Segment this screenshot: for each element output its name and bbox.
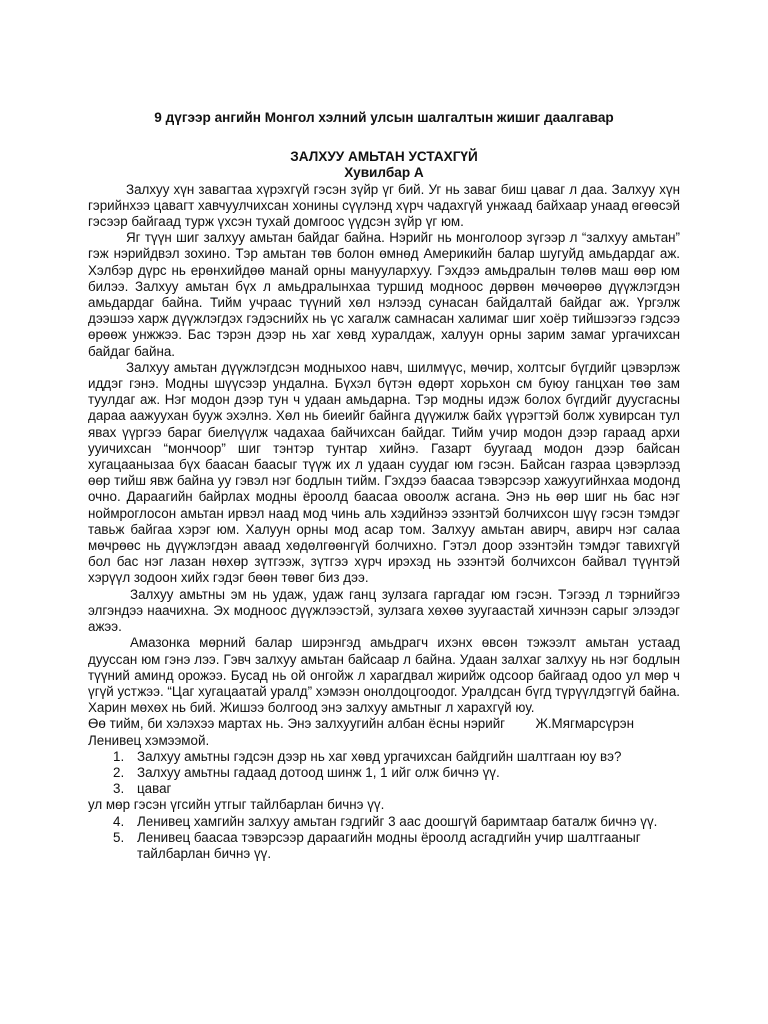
question-text: Залхуу амьтны гэдсэн дээр нь хаг хөвд ургачихсан байдгийн шалтгаан юу вэ?: [137, 748, 622, 764]
paragraph-4: Залхуу амьтны эм нь удаж, удаж ганц зулзага гаргадаг юм гэсэн. Тэгээд л тэрнийгээ элгэндээ наачихна. Эх модноос дүүжлээстэй, зулзага хөхөө зуугаастай хичнээн сарыг элээдэг ажээ.: [88, 586, 680, 635]
question-item: [88, 749, 680, 765]
question-item: [88, 814, 680, 830]
question-number: 4.: [113, 813, 125, 829]
questions-list-1: [88, 749, 680, 798]
paragraph-5: Амазонка мөрний балар ширэнгэд амьдрагч ихэнх өвсөн тэжээлт амьтан устаад дууссан юм гэнэ лээ. Гэвч залхуу амьтан байсаар л байна. Удаан залхаг залхуу нь нэг бодлын түүний аминд орожээ. Бусад нь ой онгойж л харагдвал жирийж одсоор байгаад одоо ул мөр ч үгүй устжээ. “Цаг хугацаатай уралд” хэмээн онолдоцгоодог. Уралдсан бүгд түрүүлдэггүй байна. Харин мөхөх нь бий. Жишээ болгоод энэ залхуу амьтныг л харахгүй юу.: [88, 635, 680, 716]
variant-label: Хувилбар А: [344, 165, 424, 181]
question-item: [88, 830, 680, 862]
question-item: [88, 781, 680, 797]
question-number: 1.: [113, 748, 125, 764]
question-number: 3.: [113, 781, 125, 797]
paragraph-1: Залхуу хүн завагтаа хүрэхгүй гэсэн зүйр үг бий. Уг нь заваг биш цаваг л даа. Залхуу хүн гэрийнхээ цавагт хавчуулчихсан хонины сүүлэнд хүрч чадахгүй унжаад байхаар унаад өгөөсэй гэсээр байгаад турж үхсэн тухай домгоос үүдсэн зүйр үг юм.: [88, 181, 680, 230]
question-number: 5.: [113, 829, 125, 845]
exam-header: 9 дүгээр ангийн Монгол хэлний улсын шалгалтын жишиг даалгавар: [154, 110, 614, 125]
question-number: 2.: [113, 764, 125, 780]
story-title: ЗАЛХУУ АМЬТАН УСТАХГҮЙ: [290, 149, 478, 165]
closing-line: [88, 716, 680, 748]
paragraph-2: Яг түүн шиг залхуу амьтан байдаг байна. Нэрийг нь монголоор зүгээр л “залхуу амьтан” гэж нэрийдвэл зохино. Тэр амьтан төв болон өмнөд Америкийн балар шугуйд амьдардаг аж. Хэлбэр дүрс нь ерөнхийдөө манай орны мануулархуу. Гэхдээ амьдралын төлөв маш өөр юм билээ. Залхуу амьтан бүх л амьдралынхаа туршид модноос дөрвөн мөчөөрөө дүүжлэгдэн амьдардаг байна. Тийм учраас түүний хөл нэлээд сунасан байдалтай байдаг аж. Үргэлж дээшээ харж дүүжлэгдэх гэдэснийх нь үс хагалж самнасан халимаг шиг хоёр тийшээгээ гэдсээ өрөөж унжжээ. Бас тэрэн дээр нь хаг хөвд хуралдаж, халуун орны зарим замаг ургачихсан байдаг байна.: [88, 230, 680, 359]
question-text: Ленивец баасаа тэвэрсээр дараагийн модны ёроолд асгадгийн учир шалтгааныг тайлбарлан бичнэ үү.: [137, 829, 641, 861]
questions-list-2: [88, 814, 680, 863]
story-body: [88, 182, 680, 749]
paragraph-3: Залхуу амьтан дүүжлэгдсэн модныхоо навч, шилмүүс, мөчир, холтсыг бүгдийг цэвэрлэж иддэг гэнэ. Модны шүүсээр ундална. Бүхэл бүтэн өдөрт хорьхон см буюу ганцхан төө зам туулдаг аж. Нэг модон дээр тун ч удаан амьдарна. Тэр модны идэж болох бүгдийг дуусгасны дараа аажуухан бууж эхэлнэ. Хөл нь биеийг байнга дүүжилж байх үүрэгтэй болж хувирсан тул явах үүргээ бараг биелүүлж чадахаа байчихсан байдаг. Тийм учир модон дээр гараад архи ууичихсан “мончоор” шиг тэнтэр тунтар хийнэ. Газарт буугаад модон дээр байсан хугацаанызаа бүх баасан баасыг түүж их л удаан суудаг юм гэсэн. Байсан газраа цэвэрлээд өөр тийш явж байна уу гэвэл нэг бодлын тийм. Гэхдээ баасаа тэвэрсээр хажуугийнхаа модонд очно. Дараагийн байрлах модны ёроолд баасаа овоолж асгана. Энэ нь өөр шиг нь бас нэг ноймроглосон амьтан ирвэл наад мод чинь аль хэдийнээ эзэнтэй болчихсон шүү гэсэн тэмдэг тавьж байгаа хэрэг юм. Халуун орны мод асар том. Залхуу амьтан авирч, авирч нэг салаа мөчрөөс нь дүүжлэгдэн аваад хөдөлгөөнгүй болчихно. Гэтэл доор эзэнтэйн тэмдэг тавихгүй бол бас нэг лазан нөхөр зүтгээж, зүтгээ хүрч ирэхэд нь эзэнтэй болчихсон байвал түүнтэй хэрүүл зодоон хийх гэдэг бөөн төвөг биз дээ.: [88, 359, 680, 586]
question-text: Ленивец хамгийн залхуу амьтан гэдгийг 3 аас доошгүй баримтаар баталж бичнэ үү.: [137, 813, 658, 829]
question-3-note: ул мөр гэсэн үгсийн утгыг тайлбарлан бичнэ үү.: [88, 797, 385, 813]
question-text: Залхуу амьтны гадаад дотоод шинж 1, 1 ийг олж бичнэ үү.: [137, 764, 500, 780]
author-name: Ж.Мягмарсүрэн: [535, 716, 634, 732]
paragraph-6: Өө тийм, би хэлэхээ мартах нь. Энэ залхуугийн албан ёсны нэрийг Ленивец хэмээмой.: [88, 716, 506, 748]
question-text: цаваг: [137, 781, 172, 797]
question-item: [88, 765, 680, 781]
